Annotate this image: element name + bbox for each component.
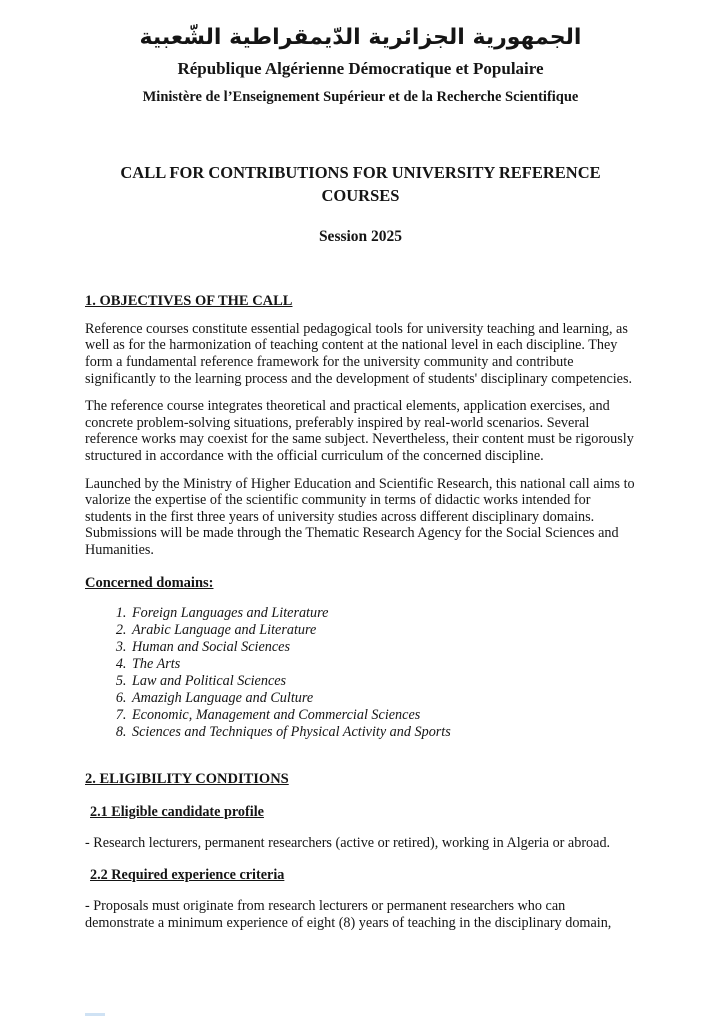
objectives-heading: 1. OBJECTIVES OF THE CALL <box>85 292 293 309</box>
section-objectives <box>85 293 636 559</box>
eligibility-heading: 2. ELIGIBILITY CONDITIONS <box>85 770 289 787</box>
scan-artifact-mark <box>85 1013 105 1016</box>
session-subtitle: Session 2025 <box>318 227 403 245</box>
ministry-line: Ministère de l’Enseignement Supérieur et de la Recherche Scientifique <box>142 88 579 105</box>
domain-list-item <box>130 690 636 707</box>
domain-label: Arabic Language and Literature <box>132 621 317 638</box>
domain-label: The Arts <box>132 655 181 672</box>
eligibility-sub2-heading: 2.2 Required experience criteria <box>90 867 285 884</box>
domain-list-item <box>130 673 636 690</box>
domain-label: Foreign Languages and Literature <box>132 604 329 621</box>
arabic-republic-title: الجمهورية الجزائرية الدّيمقراطية الشّعبية <box>139 25 582 50</box>
objectives-paragraph-2: The reference course integrates theoretical and practical elements, application exercises, and concrete problem-solving situations, preferably inspired by real-world scenarios. Several reference works may coexist for the same subject. Nevertheless, their content must be rigorously structured in accordance with the official curriculum of the concerned discipline. <box>85 398 634 464</box>
objectives-paragraph-3: Launched by the Ministry of Higher Education and Scientific Research, this national call aims to valorize the expertise of the scientific community in terms of didactic works intended for students in the first three years of university studies across different disciplinary domains. Submissions will be made through the Thematic Research Agency for the Social Sciences and Humanities. <box>85 475 635 558</box>
domain-list-item <box>130 656 636 673</box>
domain-list-item <box>130 724 636 741</box>
domain-label: Economic, Management and Commercial Sciences <box>132 706 421 723</box>
eligibility-sub1-heading: 2.1 Eligible candidate profile <box>90 803 264 820</box>
section-domains <box>85 575 636 741</box>
republic-line: République Algérienne Démocratique et Populaire <box>177 58 544 78</box>
domain-label: Human and Social Sciences <box>132 638 290 655</box>
title-block <box>85 161 636 246</box>
domain-list <box>85 605 636 741</box>
domain-list-item <box>130 622 636 639</box>
section-eligibility <box>85 771 636 932</box>
domain-list-item <box>130 707 636 724</box>
document-title: CALL FOR CONTRIBUTIONS FOR UNIVERSITY REFERENCE COURSES <box>120 162 601 205</box>
objectives-paragraph-1: Reference courses constitute essential pedagogical tools for university teaching and learning, as well as for the harmonization of teaching content at the national level in each discipline. They form a fundamental reference framework for the university community and contribute significantly to the learning process and the development of students' disciplinary competencies. <box>85 320 633 387</box>
domains-heading: Concerned domains: <box>85 574 214 591</box>
domain-label: Sciences and Techniques of Physical Activity and Sports <box>132 723 451 740</box>
document-header <box>85 24 636 106</box>
domain-label: Law and Political Sciences <box>132 672 287 689</box>
domain-label: Amazigh Language and Culture <box>132 689 314 706</box>
eligibility-sub2-text: - Proposals must originate from research lecturers or permanent researchers who can demonstrate a minimum experience of eight (8) years of teaching in the disciplinary domain, <box>85 898 612 932</box>
domain-list-item <box>130 605 636 622</box>
eligibility-sub1-text: - Research lecturers, permanent researchers (active or retired), working in Algeria or abroad. <box>85 834 611 851</box>
domain-list-item <box>130 639 636 656</box>
